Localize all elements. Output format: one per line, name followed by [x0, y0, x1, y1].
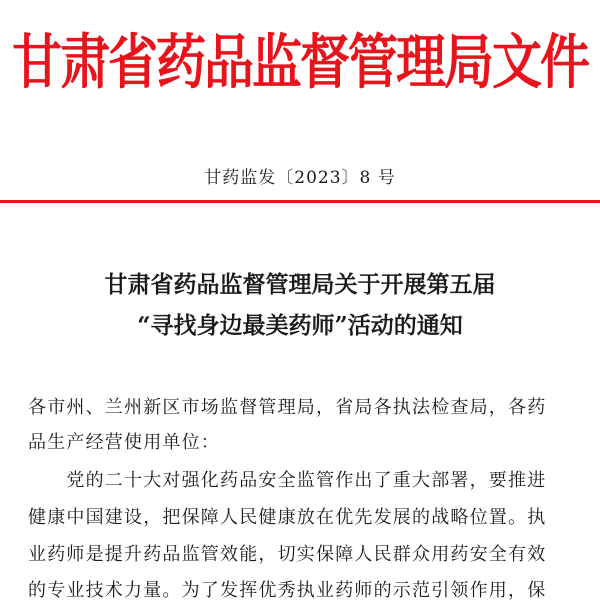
body-paragraph-line-3: 业药师是提升药品监管效能，切实保障人民群众用药安全有效: [28, 544, 547, 565]
addressee-line-1: 各市州、兰州新区市场监督管理局，省局各执法检查局，各药: [28, 397, 547, 418]
addressee-line-2: 品生产经营使用单位：: [28, 432, 220, 453]
document-masthead: 甘肃省药品监督管理局文件: [12, 28, 588, 97]
notice-title-line-2: “寻找身边最美药师”活动的通知: [137, 312, 463, 339]
notice-title-line-1: 甘肃省药品监督管理局关于开展第五届: [104, 271, 496, 298]
red-divider-line: [0, 200, 600, 203]
body-paragraph-line-2: 健康中国建设，把保障人民健康放在优先发展的战略位置。执: [28, 507, 547, 528]
document-number: 甘药监发〔2023〕8 号: [204, 168, 396, 188]
body-paragraph-line-4: 的专业技术力量。为了发挥优秀执业药师的示范引领作用，保: [28, 580, 547, 601]
body-paragraph-line-1: 党的二十大对强化药品安全监管作出了重大部署，要推进: [28, 470, 547, 491]
